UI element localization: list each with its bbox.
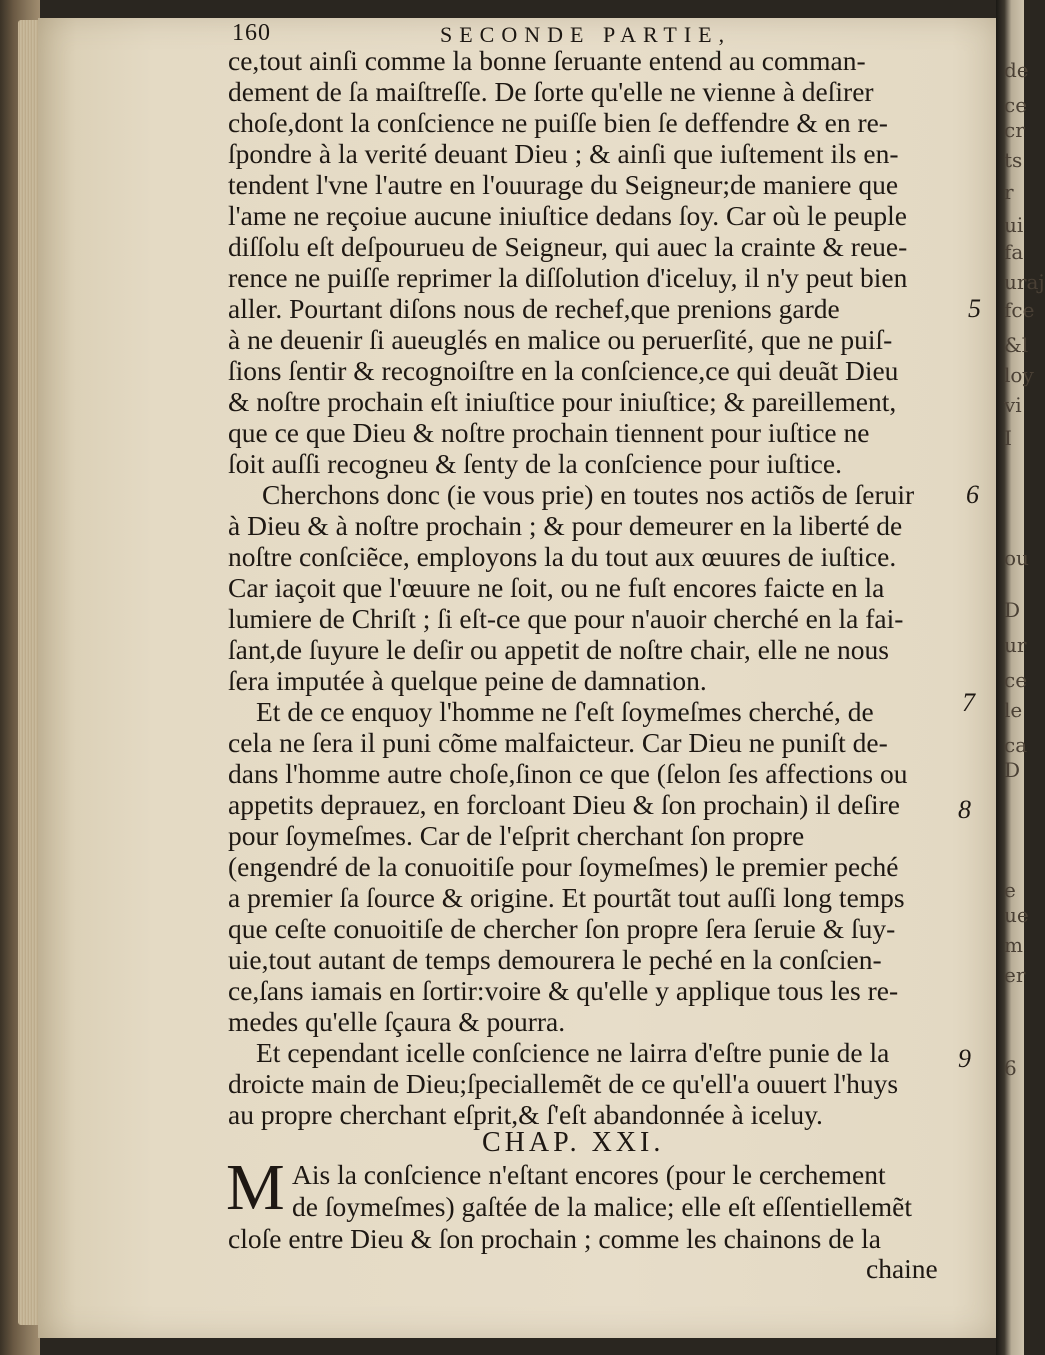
drop-capital: M bbox=[226, 1151, 285, 1224]
facing-page-fragment: er bbox=[1004, 963, 1026, 987]
text-line: diſſolu eſt deſpourueu de Seigneur, qui auec la crainte & reue- bbox=[228, 231, 908, 262]
text-line: & noſtre prochain eſt iniuſtice pour iniuſtice; & pareillement, bbox=[228, 386, 897, 417]
text-line: que ceſte conuoitiſe de chercher ſon propre ſera ſeruie & ſuy- bbox=[228, 913, 896, 944]
text-line: a premier ſa ſource & origine. Et pourtãt tout auſſi long temps bbox=[228, 882, 905, 913]
text-line: ſera imputée à quelque peine de damnation. bbox=[228, 665, 707, 696]
facing-page-fragment: fa bbox=[1004, 240, 1024, 264]
facing-page-fragment: vi bbox=[1004, 393, 1022, 417]
text-line: Et cependant icelle conſcience ne lairra d'eſtre punie de la bbox=[256, 1037, 890, 1068]
text-line: Et de ce enquoy l'homme ne ſ'eſt ſoymeſmes cherché, de bbox=[256, 696, 874, 727]
facing-page-fragment: cr bbox=[1004, 118, 1025, 142]
facing-page-fragment: ca bbox=[1004, 733, 1028, 757]
text-line: Ais la conſcience n'eſtant encores (pour le cerchement bbox=[292, 1159, 886, 1190]
text-line: droicte main de Dieu;ſpeciallemẽt de ce qu'ell'a ouuert l'huys bbox=[228, 1068, 899, 1099]
text-line: à Dieu & à noſtre prochain ; & pour demeurer en la liberté de bbox=[228, 510, 903, 541]
text-line: au propre cherchant eſprit,& ſ'eſt abandonnée à iceluy. bbox=[228, 1099, 823, 1130]
facing-page-fragment: uraj bbox=[1004, 270, 1045, 294]
text-line: uie,tout autant de temps demourera le peché en la conſcien- bbox=[228, 944, 882, 975]
chapter-heading: CHAP. XXI. bbox=[482, 1127, 665, 1158]
facing-page-fragment: &l bbox=[1004, 333, 1029, 357]
margin-number: 7 bbox=[962, 688, 975, 717]
text-line: à ne deuenir ſi aueuglés en malice ou peruerſité, que ne puiſ- bbox=[228, 324, 893, 355]
facing-page-fragment: ce bbox=[1004, 668, 1028, 692]
facing-page-fragment: D bbox=[1004, 758, 1021, 782]
text-line: ce,tout ainſi comme la bonne ſeruante entend au comman- bbox=[228, 45, 866, 76]
text-line: dans l'homme autre choſe,ſinon ce que (ſelon ſes affections ou bbox=[228, 758, 908, 789]
facing-page-fragment: 6 bbox=[1004, 1056, 1017, 1080]
text-line: (engendré de la conuoitiſe pour ſoymeſmes) le premier peché bbox=[228, 851, 899, 882]
text-line: l'ame ne reçoiue aucune iniuſtice dedans ſoy. Car où le peuple bbox=[228, 200, 907, 231]
margin-number: 8 bbox=[958, 795, 971, 824]
text-line: que ce que Dieu & noſtre prochain tiennent pour iuſtice ne bbox=[228, 417, 870, 448]
facing-page-fragment: le bbox=[1004, 698, 1023, 722]
text-line: ſoit auſſi recogneu & ſenty de la conſcience pour iuſtice. bbox=[228, 448, 842, 479]
running-title: SECONDE PARTIE, bbox=[440, 22, 732, 47]
text-line: dement de ſa maiſtreſſe. De ſorte qu'elle ne vienne à deſirer bbox=[228, 76, 874, 107]
facing-page-fragment: ui bbox=[1004, 213, 1024, 237]
catchword: chaine bbox=[866, 1253, 938, 1284]
text-line: aller. Pourtant diſons nous de rechef,que prenions garde bbox=[228, 293, 840, 324]
text-line: ſant,de ſuyure le deſir ou appetit de noſtre chair, elle ne nous bbox=[228, 634, 889, 665]
margin-number: 5 bbox=[968, 294, 981, 323]
facing-page-fragment: D bbox=[1004, 598, 1021, 622]
margin-number: 6 bbox=[966, 480, 979, 509]
page-number: 160 bbox=[232, 20, 271, 46]
text-line: lumiere de Chriſt ; ſi eſt-ce que pour n'auoir cherché en la fai- bbox=[228, 603, 904, 634]
text-line: appetits deprauez, en forcloant Dieu & ſon prochain) il deſire bbox=[228, 789, 900, 820]
facing-page-fragment: ou bbox=[1004, 546, 1029, 570]
text-line: choſe,dont la conſcience ne puiſſe bien ſe deffendre & en re- bbox=[228, 107, 888, 138]
facing-page-fragment: loy bbox=[1004, 363, 1034, 387]
text-line: pour ſoymeſmes. Car de l'eſprit cherchant ſon propre bbox=[228, 820, 805, 851]
text-line: ce,ſans iamais en ſortir:voire & qu'elle y applique tous les re- bbox=[228, 975, 899, 1006]
text-line: medes qu'elle ſçaura & pourra. bbox=[228, 1006, 566, 1037]
margin-number: 9 bbox=[958, 1044, 971, 1073]
facing-page-fragment: I bbox=[1004, 426, 1012, 450]
text-line: tendent l'vne l'autre en l'ouurage du Seigneur;de maniere que bbox=[228, 169, 899, 200]
facing-page-fragment: de bbox=[1004, 58, 1029, 82]
facing-page-fragment: ts bbox=[1004, 148, 1023, 172]
facing-page-fragment: m bbox=[1004, 933, 1023, 957]
text-line: Cherchons donc (ie vous prie) en toutes nos actiõs de ſeruir bbox=[262, 479, 915, 510]
facing-page-fragment: ur bbox=[1004, 633, 1027, 657]
page-edges bbox=[18, 20, 40, 1325]
facing-page-fragment: r bbox=[1004, 180, 1014, 204]
facing-page-fragment: e bbox=[1004, 878, 1016, 902]
text-line: Car iaçoit que l'œuure ne ſoit, ou ne fuſt encores faicte en la bbox=[228, 572, 885, 603]
text-line: ſpondre à la verité deuant Dieu ; & ainſi que iuſtement ils en- bbox=[228, 138, 899, 169]
text-line: noſtre conſciẽce, employons la du tout aux œuures de iuſtice. bbox=[228, 541, 897, 572]
text-line: cela ne ſera il puni cõme malfaicteur. Car Dieu ne puniſt de- bbox=[228, 727, 888, 758]
facing-page-fragment: fce bbox=[1004, 298, 1035, 322]
text-line: cloſe entre Dieu & ſon prochain ; comme les chainons de la bbox=[228, 1223, 881, 1254]
facing-page-fragment: ue bbox=[1004, 903, 1029, 927]
text-line: rence ne puiſſe reprimer la diſſolution d'iceluy, il n'y peut bien bbox=[228, 262, 908, 293]
facing-page-fragment: ce bbox=[1004, 93, 1028, 117]
text-line: de ſoymeſmes) gaſtée de la malice; elle eſt eſſentiellemẽt bbox=[292, 1191, 912, 1222]
text-line: ſions ſentir & recognoiſtre en la conſcience,ce qui deuãt Dieu bbox=[228, 355, 899, 386]
